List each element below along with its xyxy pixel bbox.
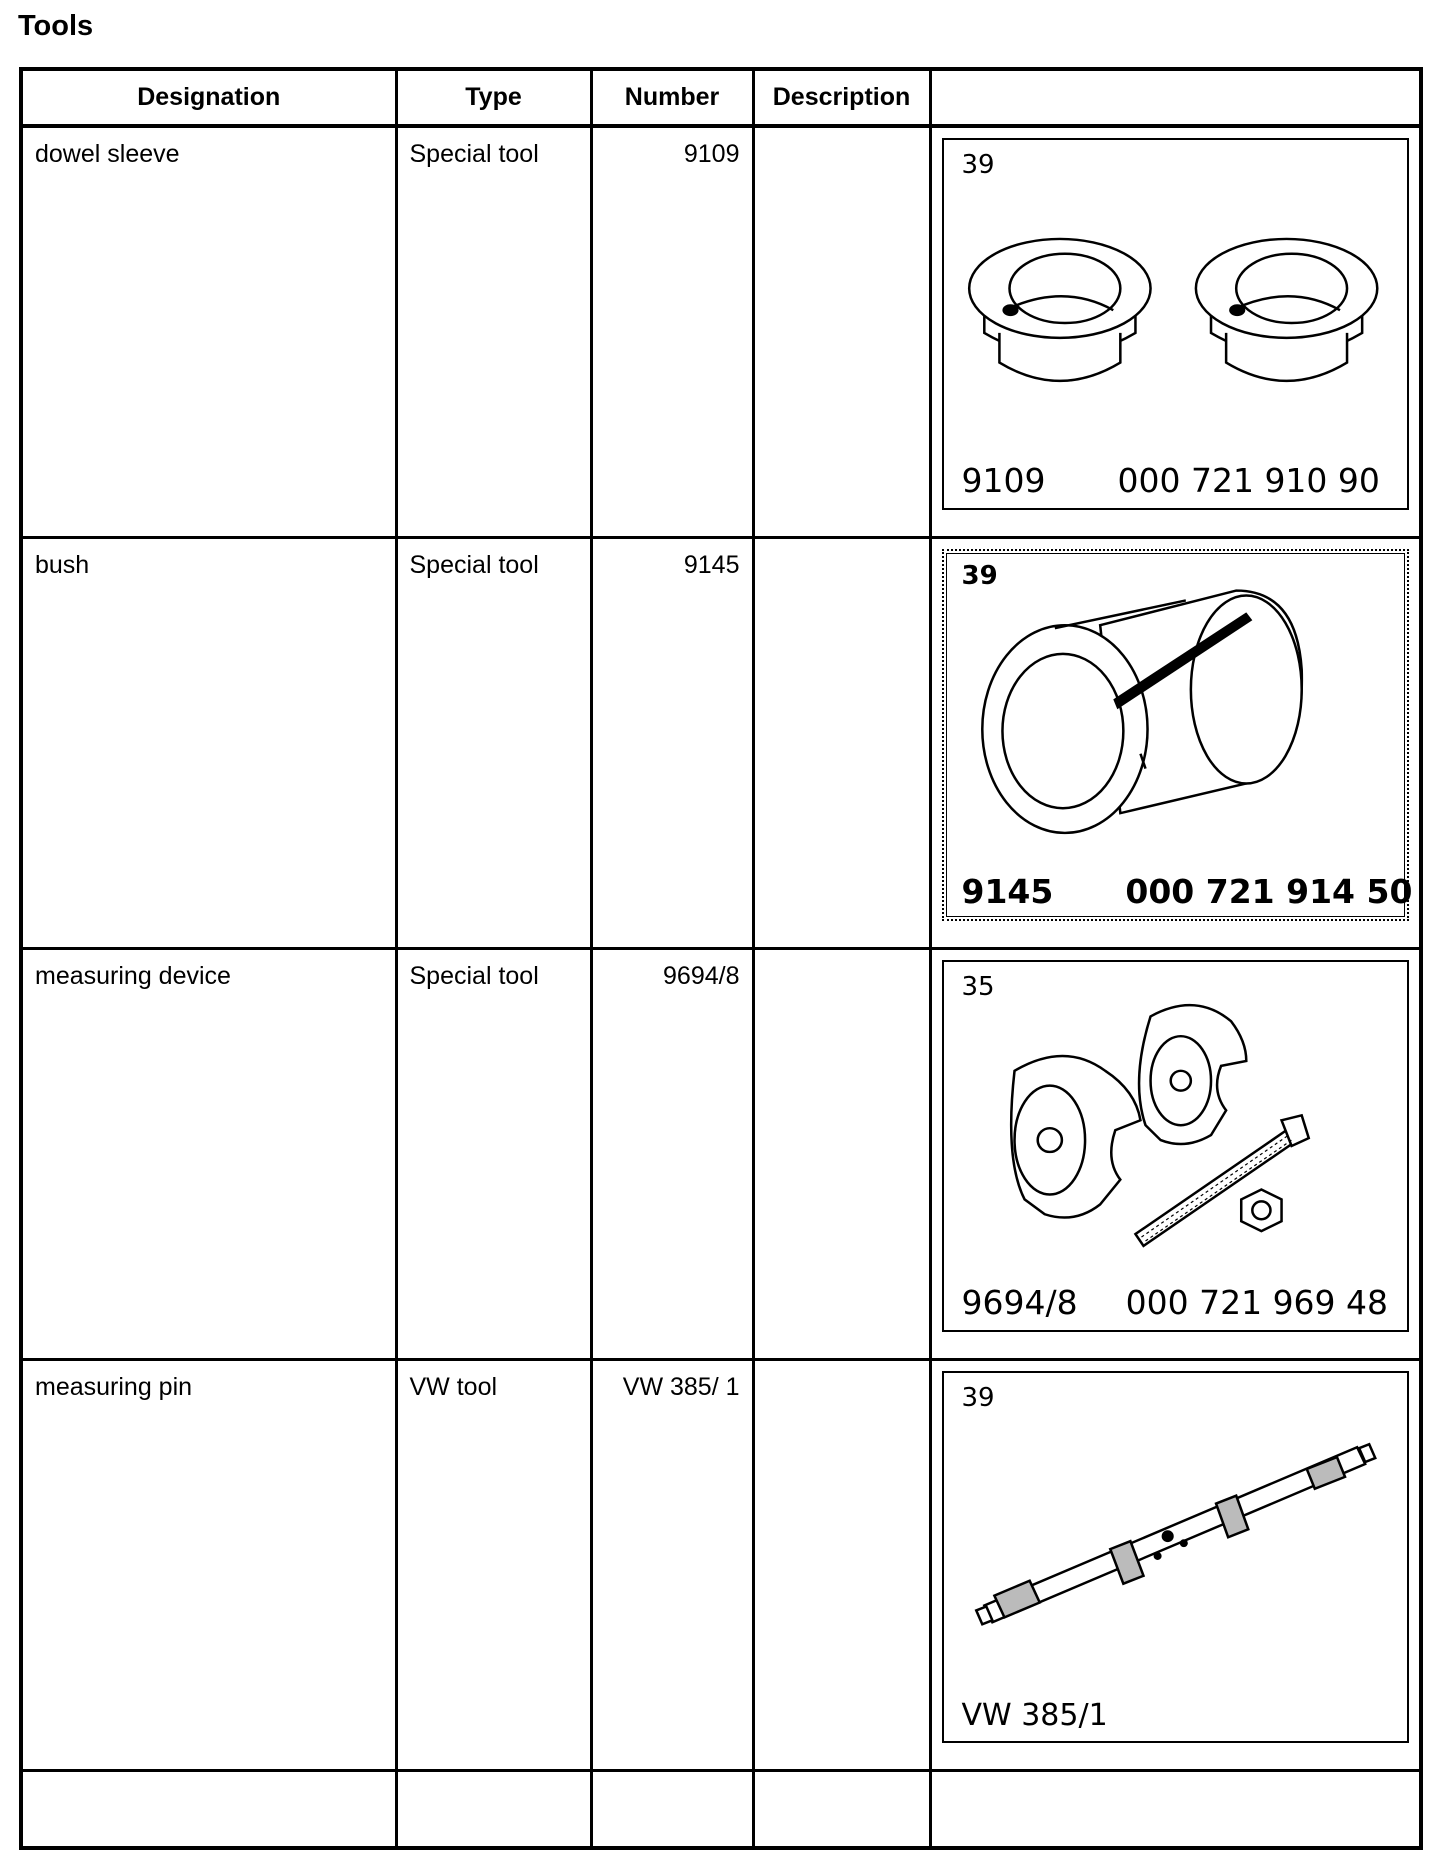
number-cell: 9145 xyxy=(591,538,753,949)
empty-cell xyxy=(21,1771,396,1849)
table-row xyxy=(21,538,1421,949)
illustration-part-number: 000 721 910 90 xyxy=(1117,461,1380,500)
bush-drawing xyxy=(944,551,1408,919)
illustration-tool-number: 9145 xyxy=(961,872,1054,911)
number-cell: VW 385/ 1 xyxy=(591,1360,753,1771)
tools-table xyxy=(19,67,1423,1850)
header-designation: Designation xyxy=(21,69,396,126)
measuring-pin-drawing xyxy=(944,1373,1408,1741)
table-row-empty xyxy=(21,1771,1421,1849)
illustration-code: 35 xyxy=(961,972,995,1002)
designation-cell: measuring pin xyxy=(21,1360,396,1771)
measuring-pin-illustration xyxy=(942,1371,1410,1743)
illustration-part-number: 000 721 969 48 xyxy=(1125,1283,1389,1322)
illustration-cell xyxy=(930,538,1421,949)
table-row xyxy=(21,949,1421,1360)
designation-cell: measuring device xyxy=(21,949,396,1360)
page-title: Tools xyxy=(18,10,94,42)
number-cell: 9109 xyxy=(591,126,753,538)
type-cell: Special tool xyxy=(396,949,591,1360)
illustration-code: 39 xyxy=(961,150,995,180)
header-image xyxy=(930,69,1421,126)
illustration-cell xyxy=(930,1360,1421,1771)
description-cell xyxy=(753,949,930,1360)
table-row xyxy=(21,1360,1421,1771)
type-cell: Special tool xyxy=(396,126,591,538)
header-description: Description xyxy=(753,69,930,126)
measuring-device-illustration xyxy=(942,960,1410,1332)
header-number: Number xyxy=(591,69,753,126)
table-header-row xyxy=(21,69,1421,126)
illustration-label xyxy=(962,872,1413,911)
table-row xyxy=(21,126,1421,538)
illustration-code: 39 xyxy=(961,1383,995,1413)
illustration-tool-number: VW 385/1 xyxy=(961,1698,1108,1733)
type-cell: Special tool xyxy=(396,538,591,949)
illustration-part-number: 000 721 914 50 xyxy=(1125,872,1413,911)
illustration-tool-number: 9109 xyxy=(961,461,1046,500)
dowel-sleeve-illustration xyxy=(942,138,1410,510)
designation-cell: bush xyxy=(21,538,396,949)
illustration-label xyxy=(962,1698,1108,1733)
empty-cell xyxy=(930,1771,1421,1849)
illustration-code: 39 xyxy=(961,561,998,591)
empty-cell xyxy=(753,1771,930,1849)
dowel-sleeve-drawing xyxy=(944,140,1408,508)
designation-cell: dowel sleeve xyxy=(21,126,396,538)
illustration-label xyxy=(962,461,1380,500)
empty-cell xyxy=(591,1771,753,1849)
description-cell xyxy=(753,538,930,949)
illustration-label xyxy=(962,1283,1389,1322)
number-cell: 9694/8 xyxy=(591,949,753,1360)
header-type: Type xyxy=(396,69,591,126)
illustration-cell xyxy=(930,126,1421,538)
measuring-device-drawing xyxy=(944,962,1408,1330)
illustration-cell xyxy=(930,949,1421,1360)
bush-illustration xyxy=(942,549,1413,921)
illustration-tool-number: 9694/8 xyxy=(961,1283,1078,1322)
empty-cell xyxy=(396,1771,591,1849)
description-cell xyxy=(753,1360,930,1771)
type-cell: VW tool xyxy=(396,1360,591,1771)
description-cell xyxy=(753,126,930,538)
